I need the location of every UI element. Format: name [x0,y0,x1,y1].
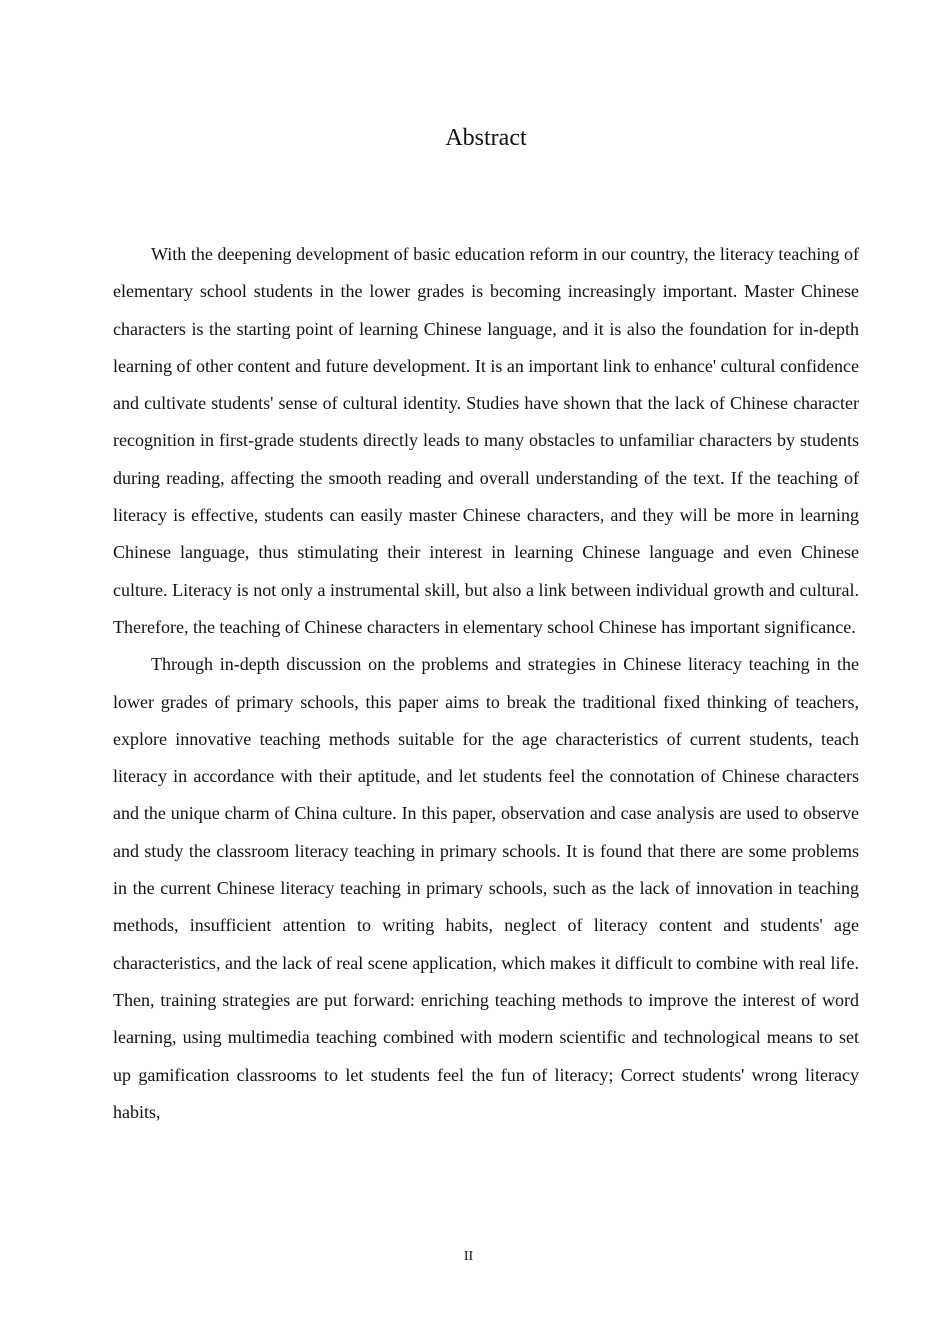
abstract-paragraph-1: With the deepening development of basic education reform in our country, the literacy teaching of elementary school students in the lower grades is becoming increasingly important. Master Chinese characters is the starting point of learning Chinese language, and it is also the foundation for in-depth learning of other content and future development. It is an important link to enhance' cultural confidence and cultivate students' sense of cultural identity. Studies have shown that the lack of Chinese character recognition in first-grade students directly leads to many obstacles to unfamiliar characters by students during reading, affecting the smooth reading and overall understanding of the text. If the teaching of literacy is effective, students can easily master Chinese characters, and they will be more in learning Chinese language, thus stimulating their interest in learning Chinese language and even Chinese culture. Literacy is not only a instrumental skill, but also a link between individual growth and cultural. Therefore, the teaching of Chinese characters in elementary school Chinese has important significance. [113,244,859,637]
abstract-title: Abstract [445,125,527,151]
page-number: II [463,1249,474,1264]
abstract-body [113,236,859,1131]
abstract-paragraph-2: Through in-depth discussion on the problems and strategies in Chinese literacy teaching in the lower grades of primary schools, this paper aims to break the traditional fixed thinking of teachers, explore innovative teaching methods suitable for the age characteristics of current students, teach literacy in accordance with their aptitude, and let students feel the connotation of Chinese characters and the unique charm of China culture. In this paper, observation and case analysis are used to observe and study the classroom literacy teaching in primary schools. It is found that there are some problems in the current Chinese literacy teaching in primary schools, such as the lack of innovation in teaching methods, insufficient attention to writing habits, neglect of literacy content and students' age characteristics, and the lack of real scene application, which makes it difficult to combine with real life. Then, training strategies are put forward: enriching teaching methods to improve the interest of word learning, using multimedia teaching combined with modern scientific and technological means to set up gamification classrooms to let students feel the fun of literacy; Correct students' wrong literacy habits, [113,654,859,1122]
